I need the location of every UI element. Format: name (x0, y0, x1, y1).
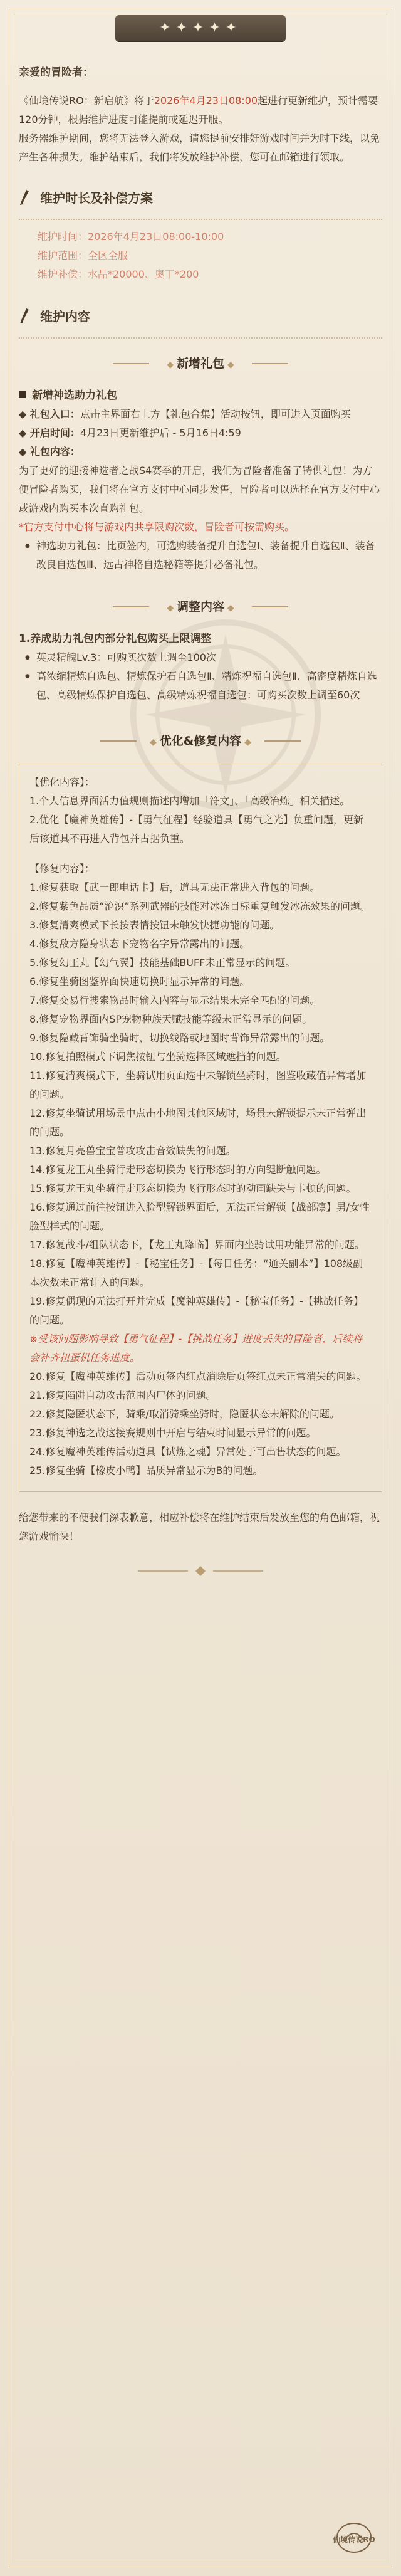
diamond-icon: ◆ (167, 360, 177, 370)
diamond-icon: ◆ (19, 427, 30, 439)
fix-header: 【修复内容】： (29, 863, 95, 875)
fix-item: 23.修复神选之战这接赛规则中开启与结束时间显示异常的问题。 (29, 1427, 316, 1439)
intro-date: 2026年4月23日08:00 (154, 95, 258, 107)
adjust-item: ● 高浓缩精炼自选包、精炼保护石自选包Ⅱ、精炼祝福自选包Ⅱ、高密度精炼自选包、高级精炼保护自选包、高级精炼祝福自选包：可购买次数上调至60次 (19, 667, 382, 705)
pack-item: ● 神选助力礼包：比页签内，可选购装备提升自选包Ⅰ、装备提升自选包Ⅱ、装备改良自选包Ⅲ、远古神格自选秘箱等提升必备礼包。 (19, 537, 382, 574)
fix-list (29, 878, 372, 1330)
dotted-divider (19, 330, 382, 339)
fix-item: 10.修复拍照模式下调焦按钮与坐骑选择区域遮挡的问题。 (29, 1051, 286, 1063)
fix-item: 2.修复紫色品质“沧溟”系列武器的技能对冰冻目标重复触发冰冻效果的问题。 (29, 900, 370, 912)
fix-item: 14.修复龙王丸坐骑行走形态切换为飞行形态时的方向键断触问题。 (29, 1164, 326, 1175)
section-title-text: 维护内容 (40, 309, 90, 324)
fix-list-2 (29, 1367, 372, 1480)
diamond-icon: ◆ (241, 737, 251, 747)
fix-item: 20.修复【魔神英雄传】活动页签内红点消除后页签红点未正常消失的问题。 (29, 1370, 367, 1382)
optimize-item: 2.优化【魔神英雄传】-【勇气征程】经验道具【勇气之光】负重问题，更新后该道具不再进入背包并占据负重。 (29, 814, 364, 844)
pack-desc: 为了更好的迎接神选者之战S4赛季的开启，我们为冒险者准备了特供礼包！为方便冒险者购买，我们将在官方支付中心同步发售，冒险者可以选择在官方支付中心或游戏内购买本次直购礼包。 (19, 465, 380, 514)
diamond-icon: ◆ (19, 408, 30, 420)
fix-item: 12.修复坐骑试用场景中点击小地图其他区域时，场景未解锁提示未正常弹出的问题。 (29, 1107, 367, 1138)
square-bullet-icon (19, 391, 26, 398)
pack-content-label: 礼包内容： (29, 446, 80, 458)
fix-item: 21.修复陷阱自动攻击范围内尸体的问题。 (29, 1389, 216, 1401)
content-section-title (19, 307, 382, 325)
pack-entry (19, 405, 382, 424)
maintenance-reward: 维护补偿：水晶*20000、奥丁*200 (38, 268, 199, 280)
fix-item: 18.修复【魔神英雄传】-【秘宝任务】-【每日任务：“通关副本”】108级副本次数未正常计入的问题。 (29, 1258, 363, 1288)
fix-item: 1.修复获取【武一郎电话卡】后，道具无法正常进入背包的问题。 (29, 881, 320, 893)
maintenance-range: 维护范围：全区全服 (38, 250, 128, 261)
fix-note: ※受该问题影响导致【勇气征程】-【挑战任务】进度丢失的冒险者，后续将会补齐扭蛋机任务进度。 (29, 1333, 363, 1364)
adjust-item: ● 英灵精魄Lv.3：可购买次数上调至100次 (19, 648, 382, 667)
fix-item: 9.修复隐藏背饰骑坐骑时，切换线路或地图时背饰异常露出的问题。 (29, 1032, 330, 1044)
pack-note: *官方支付中心将与游戏内共享限购次数，冒险者可按需购买。 (19, 521, 295, 533)
brush-icon (19, 308, 30, 324)
logo-text: 仙境传说RO (333, 2535, 375, 2544)
fix-item: 13.修复月亮兽宝宝普攻攻击音效缺失的问题。 (29, 1145, 236, 1157)
greeting: 亲爱的冒险者： (19, 66, 93, 79)
header-stars-icon: ✦✦✦✦✦ (115, 15, 286, 41)
fix-item: 3.修复清爽模式下长按表情按钮未触发快捷功能的问题。 (29, 919, 280, 931)
banner-text: 新增礼包 (176, 357, 224, 371)
diamond-icon: ◆ (167, 603, 177, 613)
new-pack-banner (113, 350, 288, 377)
diamond-icon: ◆ (224, 603, 234, 613)
maintenance-time: 维护时间：2026年4月23日08:00-10:00 (38, 231, 224, 243)
main-content (19, 63, 382, 1577)
fix-item: 24.修复魔神英雄传活动道具【试炼之魂】异常处于可出售状态的问题。 (29, 1446, 346, 1458)
banner-text: 优化&修复内容 (159, 734, 242, 748)
intro-text: 《仙境传说RO：新启航》将于 (19, 95, 154, 107)
divider-ornament-icon (138, 1565, 263, 1577)
section-title-text: 维护时长及补偿方案 (40, 191, 153, 206)
open-text: 4月23日更新维护后 - 5月16日4:59 (80, 427, 241, 439)
diamond-icon: ◆ (224, 360, 234, 370)
banner-text: 调整内容 (176, 600, 224, 614)
diamond-icon: ◆ (19, 446, 30, 458)
optimize-header: 【优化内容】： (29, 776, 95, 788)
fix-item: 4.修复敌方隐身状态下宠物名字异常露出的问题。 (29, 938, 250, 950)
optimize-banner (100, 727, 301, 755)
diamond-icon: ◆ (150, 737, 160, 747)
fix-list-box (19, 764, 382, 1492)
fix-item: 11.修复清爽模式下，坐骑试用页面选中未解锁坐骑时，图鉴收藏值异常增加的问题。 (29, 1070, 367, 1100)
dotted-divider (19, 211, 382, 220)
optimize-item: 1.个人信息界面活力值规则描述内增加「符文」、「高级冶炼」相关描述。 (29, 795, 350, 807)
logo-emblem-icon (326, 2521, 382, 2557)
fix-item: 16.修复通过前往按钮进入脸型解锁界面后，无法正常解锁【战部凛】男/女性脸型样式的问题。 (29, 1201, 370, 1232)
brush-icon (19, 189, 30, 206)
intro-paragraph-1 (19, 92, 382, 129)
entry-text: 点击主界面右上方【礼包合集】活动按钮，即可进入页面购买 (80, 408, 351, 420)
adjust-title: 1.养成助力礼包内部分礼包购买上限调整 (19, 633, 212, 645)
entry-label: 礼包入口： (29, 408, 80, 420)
intro-paragraph-2: 服务器维护期间，您将无法登入游戏，请您提前安排好游戏时间并为时下线，以免产生各种损失。维护结束后，我们将发放维护补偿，您可在邮箱进行领取。 (19, 132, 380, 163)
intro-text-after: 起进行更新维护，预计需要120分钟，根据维护进度可能提前或延迟开服。 (19, 95, 378, 125)
adjust-banner (113, 593, 288, 621)
fix-item: 5.修复幻王丸【幻气翼】技能基础BUFF未正常显示的问题。 (29, 957, 296, 969)
pack-open-time (19, 424, 382, 443)
fix-item: 6.修复坐骑图鉴界面快速切换时显示异常的问题。 (29, 975, 250, 987)
fix-item: 7.修复交易行搜索物品时输入内容与显示结果未完全匹配的问题。 (29, 994, 320, 1006)
maintenance-section-title (19, 188, 382, 206)
fix-item: 8.修复宠物界面内SP宠物种族天赋技能等级未正常显示的问题。 (29, 1013, 313, 1025)
new-pack-title (19, 386, 382, 405)
fix-item: 19.修复偶现的无法打开并完成【魔神英雄传】-【秘宝任务】-【挑战任务】的问题。 (29, 1295, 363, 1326)
closing-text: 给您带来的不便我们深表歉意，相应补偿将在维护结束后发放至您的角色邮箱，祝您游戏愉快！ (19, 1511, 380, 1542)
new-pack-title-text: 新增神选助力礼包 (32, 389, 117, 402)
fix-item: 22.修复隐匿状态下，骑乘/取消骑乘坐骑时，隐匿状态未解除的问题。 (29, 1408, 340, 1420)
pack-content (19, 443, 382, 461)
header-ornament (0, 13, 401, 50)
fix-item: 17.修复战斗/组队状态下，【龙王丸降临】界面内坐骑试用功能异常的问题。 (29, 1239, 365, 1251)
game-logo (326, 2521, 382, 2557)
fix-item: 15.修复龙王丸坐骑行走形态切换为飞行形态时的动画缺失与卡顿的问题。 (29, 1182, 357, 1194)
fix-item: 25.修复坐骑【橡皮小鸭】品质异常显示为B的问题。 (29, 1464, 263, 1476)
open-label: 开启时间： (29, 427, 80, 439)
